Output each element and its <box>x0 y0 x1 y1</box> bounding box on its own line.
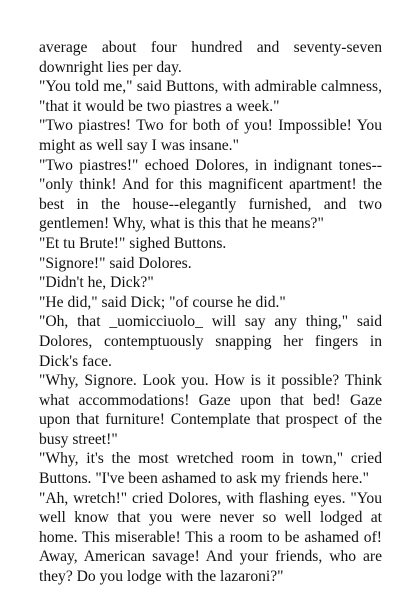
paragraph-accommodations: "Why, Signore. Look you. How is it possible? Think what accommodations! Gaze upon that bed! Gaze upon that furniture! Contemplate that prospect of the busy street!" <box>39 372 382 448</box>
paragraph-uomicciuolo: "Oh, that _uomicciuolo_ will say any thing," said Dolores, contemptuously snapping her fingers in Dick's face. <box>39 313 382 370</box>
page-text <box>39 38 382 587</box>
paragraph-he-did: "He did," said Dick; "of course he did." <box>39 293 286 311</box>
paragraph-wretched-room: "Why, it's the most wretched room in town," cried Buttons. "I've been ashamed to ask my friends here." <box>39 450 382 488</box>
paragraph-didnt-he-dick: "Didn't he, Dick?" <box>39 274 154 292</box>
paragraph-two-piastres-impossible: "Two piastres! Two for both of you! Impossible! You might as well say I was insane." <box>39 117 382 154</box>
paragraph-signore: "Signore!" said Dolores. <box>39 254 192 272</box>
paragraph-dolores-indignant: "Two piastres!" echoed Dolores, in indignant tones--"only think! And for this magnificent apartment! the best in the house--elegantly furnished, and two gentlemen! Why, what is this that he means?" <box>39 156 382 233</box>
paragraph-et-tu-brute: "Et tu Brute!" sighed Buttons. <box>39 234 227 252</box>
paragraph-continuation: average about four hundred and seventy-seven downright lies per day. <box>39 39 382 76</box>
paragraph-buttons-calmness: "You told me," said Buttons, with admirable calmness, "that it would be two piastres a week." <box>39 78 382 115</box>
paragraph-ah-wretch: "Ah, wretch!" cried Dolores, with flashing eyes. "You well know that you were never so well lodged at home. This miserable! This a room to be ashamed of! Away, American savage! And your friends, who are they? Do you lodge with the lazaroni?" <box>39 489 382 586</box>
